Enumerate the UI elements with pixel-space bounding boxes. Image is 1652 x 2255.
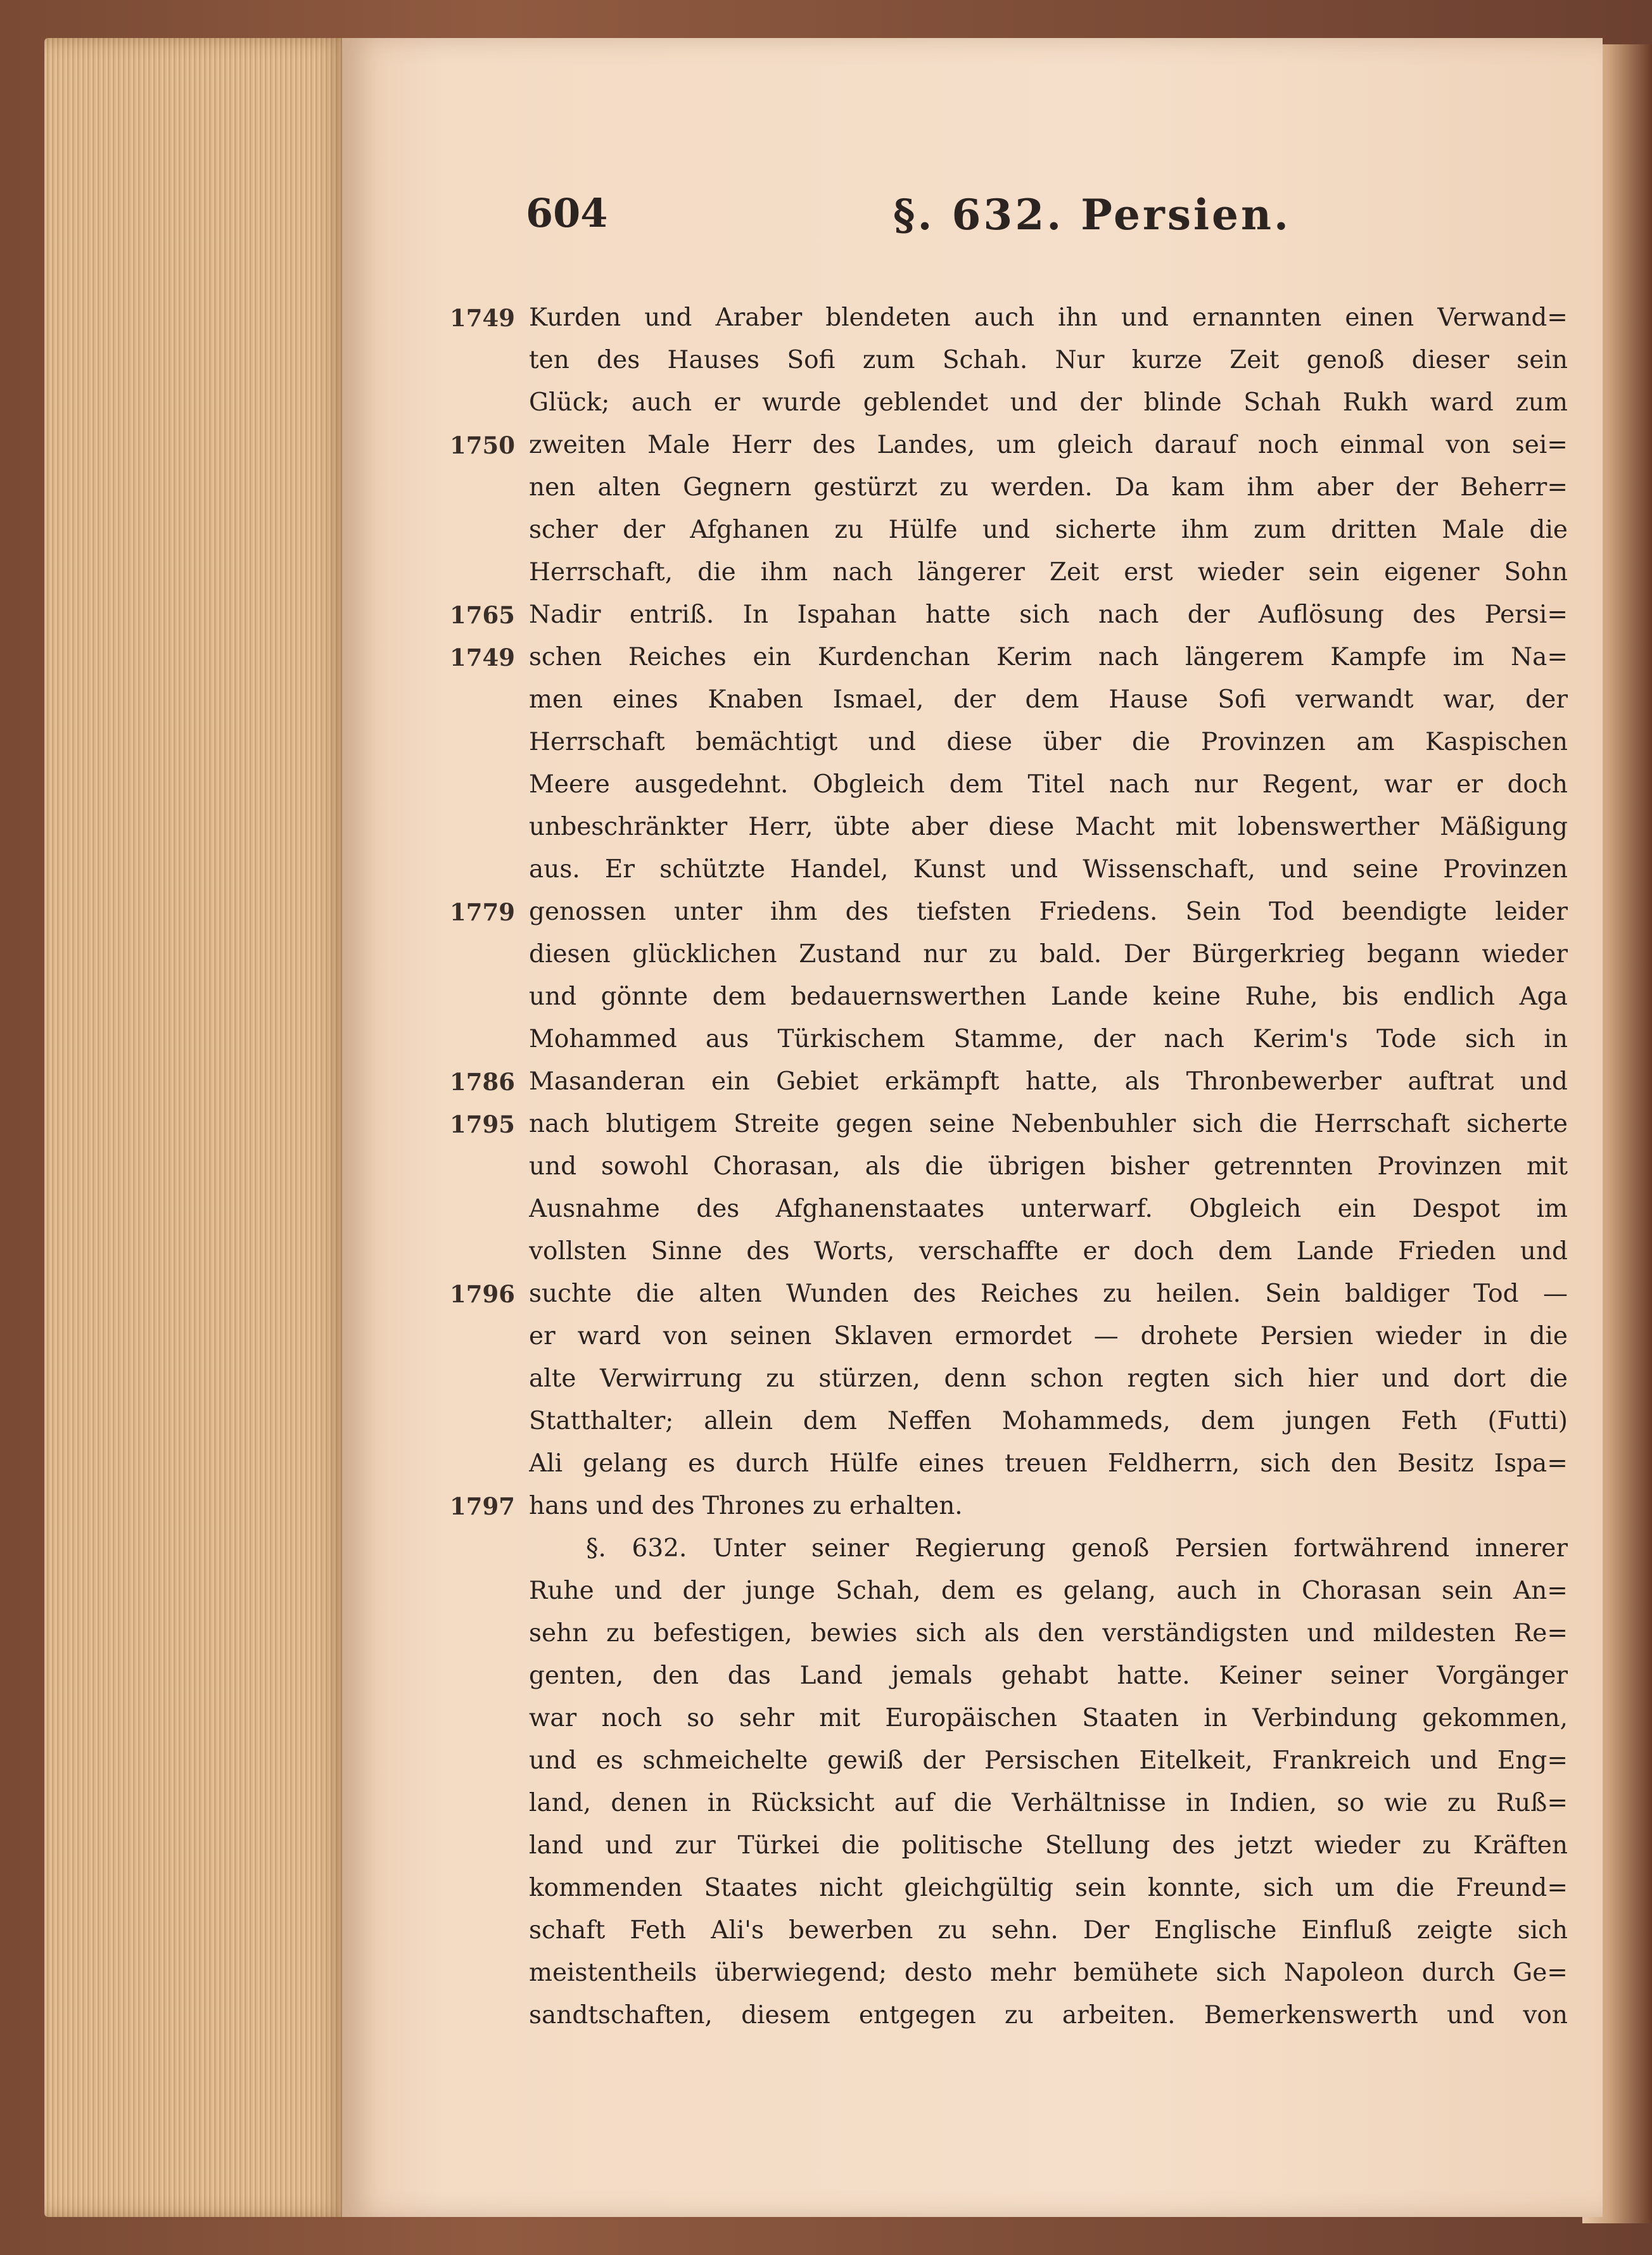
- line-text: diesen glücklichen Zustand nur zu bald. Der Bürgerkrieg begann wieder: [529, 940, 1568, 969]
- text-line: [450, 381, 1652, 424]
- text-line: [450, 551, 1652, 594]
- margin-year: 1749: [450, 643, 515, 671]
- text-line: [450, 1060, 1652, 1103]
- page-number: 604: [526, 190, 608, 236]
- text-line: [450, 1357, 1652, 1400]
- line-text: land und zur Türkei die politische Stellung des jetzt wieder zu Kräften: [529, 1831, 1568, 1860]
- margin-year: 1796: [450, 1280, 515, 1308]
- text-line: [450, 1485, 1652, 1527]
- line-text: alte Verwirrung zu stürzen, denn schon regten sich hier und dort die: [529, 1364, 1568, 1393]
- line-text: ten des Hauses Sofi zum Schah. Nur kurze Zeit genoß dieser sein: [529, 346, 1568, 374]
- line-text: Statthalter; allein dem Neffen Mohammeds, dem jungen Feth (Futti): [529, 1407, 1568, 1435]
- text-line: [450, 1188, 1652, 1230]
- text-line: [450, 1103, 1652, 1145]
- text-line: [450, 296, 1652, 339]
- page-header: [526, 190, 1577, 260]
- line-text: genten, den das Land jemals gehabt hatte. Keiner seiner Vorgänger: [529, 1661, 1568, 1690]
- text-line: [450, 1315, 1652, 1357]
- margin-year: 1786: [450, 1067, 515, 1096]
- line-text: §. 632. Unter seiner Regierung genoß Persien fortwährend innerer: [586, 1534, 1568, 1563]
- text-line: [450, 806, 1652, 848]
- margin-year: 1749: [450, 303, 515, 332]
- text-line: [450, 1739, 1652, 1782]
- text-line: [450, 721, 1652, 763]
- text-line: [450, 1824, 1652, 1867]
- text-line: [450, 933, 1652, 975]
- text-line: [450, 678, 1652, 721]
- line-text: unbeschränkter Herr, übte aber diese Macht mit lobenswerther Mäßigung: [529, 813, 1568, 841]
- text-line: [450, 1230, 1652, 1273]
- line-text: war noch so sehr mit Europäischen Staaten in Verbindung gekommen,: [529, 1704, 1568, 1732]
- line-text: und sowohl Chorasan, als die übrigen bisher getrennten Provinzen mit: [529, 1152, 1568, 1181]
- line-text: schaft Feth Ali's bewerben zu sehn. Der Englische Einfluß zeigte sich: [529, 1916, 1568, 1945]
- text-line: [450, 1442, 1652, 1485]
- running-head: §. 632. Persien.: [893, 190, 1291, 239]
- line-text: aus. Er schützte Handel, Kunst und Wissenschaft, und seine Provinzen: [529, 855, 1568, 884]
- line-text: men eines Knaben Ismael, der dem Hause Sofi verwandt war, der: [529, 685, 1568, 714]
- line-text: Kurden und Araber blendeten auch ihn und ernannten einen Verwand=: [529, 303, 1568, 332]
- text-line: [450, 1527, 1652, 1570]
- line-text: Meere ausgedehnt. Obgleich dem Titel nach nur Regent, war er doch: [529, 770, 1568, 799]
- line-text: und gönnte dem bedauernswerthen Lande keine Ruhe, bis endlich Aga: [529, 982, 1568, 1011]
- line-text: vollsten Sinne des Worts, verschaffte er doch dem Lande Frieden und: [529, 1237, 1568, 1266]
- margin-year: 1750: [450, 431, 515, 459]
- line-text: Ali gelang es durch Hülfe eines treuen Feldherrn, sich den Besitz Ispa=: [529, 1449, 1568, 1478]
- text-line: [450, 1994, 1652, 2036]
- text-line: [450, 594, 1652, 636]
- line-text: scher der Afghanen zu Hülfe und sicherte ihm zum dritten Male die: [529, 516, 1568, 544]
- text-line: [450, 424, 1652, 466]
- line-text: Ruhe und der junge Schah, dem es gelang, auch in Chorasan sein An=: [529, 1577, 1568, 1605]
- line-text: sehn zu befestigen, bewies sich als den verständigsten und mildesten Re=: [529, 1619, 1568, 1648]
- text-line: [450, 1018, 1652, 1060]
- line-text: er ward von seinen Sklaven ermordet — drohete Persien wieder in die: [529, 1322, 1568, 1350]
- text-line: [450, 1400, 1652, 1442]
- margin-year: 1779: [450, 898, 515, 926]
- line-text: nen alten Gegnern gestürzt zu werden. Da kam ihm aber der Beherr=: [529, 473, 1568, 502]
- text-line: [450, 509, 1652, 551]
- line-text: Glück; auch er wurde geblendet und der blinde Schah Rukh ward zum: [529, 388, 1568, 417]
- text-line: [450, 848, 1652, 891]
- text-line: [450, 1782, 1652, 1824]
- margin-year: 1795: [450, 1110, 515, 1138]
- margin-year: 1765: [450, 600, 515, 629]
- line-text: meistentheils überwiegend; desto mehr bemühete sich Napoleon durch Ge=: [529, 1959, 1568, 1987]
- line-text: hans und des Thrones zu erhalten.: [529, 1492, 963, 1520]
- text-line: [450, 1909, 1652, 1952]
- margin-year: 1797: [450, 1492, 515, 1520]
- text-line: [450, 1697, 1652, 1739]
- line-text: suchte die alten Wunden des Reiches zu heilen. Sein baldiger Tod —: [529, 1280, 1568, 1308]
- text-line: [450, 1145, 1652, 1188]
- line-text: Ausnahme des Afghanenstaates unterwarf. Obgleich ein Despot im: [529, 1195, 1568, 1223]
- text-line: [450, 891, 1652, 933]
- line-text: sandtschaften, diesem entgegen zu arbeiten. Bemerkenswerth und von: [529, 2001, 1568, 2030]
- line-text: Mohammed aus Türkischem Stamme, der nach Kerim's Tode sich in: [529, 1025, 1568, 1053]
- line-text: genossen unter ihm des tiefsten Friedens. Sein Tod beendigte leider: [529, 898, 1568, 926]
- line-text: Herrschaft, die ihm nach längerer Zeit erst wieder sein eigener Sohn: [529, 558, 1568, 587]
- text-line: [450, 466, 1652, 509]
- line-text: Masanderan ein Gebiet erkämpft hatte, als Thronbewerber auftrat und: [529, 1067, 1568, 1096]
- line-text: schen Reiches ein Kurdenchan Kerim nach längerem Kampfe im Na=: [529, 643, 1568, 671]
- book-page: [342, 38, 1603, 2217]
- line-text: land, denen in Rücksicht auf die Verhältnisse in Indien, so wie zu Ruß=: [529, 1789, 1568, 1817]
- text-line: [450, 1655, 1652, 1697]
- text-line: [450, 1867, 1652, 1909]
- line-text: Nadir entriß. In Ispahan hatte sich nach der Auflösung des Persi=: [529, 600, 1568, 629]
- text-line: [450, 339, 1652, 381]
- text-line: [450, 1273, 1652, 1315]
- line-text: Herrschaft bemächtigt und diese über die Provinzen am Kaspischen: [529, 728, 1568, 756]
- text-line: [450, 636, 1652, 678]
- line-text: und es schmeichelte gewiß der Persischen Eitelkeit, Frankreich und Eng=: [529, 1746, 1568, 1775]
- line-text: nach blutigem Streite gegen seine Nebenbuhler sich die Herrschaft sicherte: [529, 1110, 1568, 1138]
- line-text: kommenden Staates nicht gleichgültig sein konnte, sich um die Freund=: [529, 1874, 1568, 1902]
- text-line: [450, 1570, 1652, 1612]
- line-text: zweiten Male Herr des Landes, um gleich darauf noch einmal von sei=: [529, 431, 1568, 459]
- text-line: [450, 975, 1652, 1018]
- page-edges: [44, 38, 348, 2217]
- text-line: [450, 1952, 1652, 1994]
- body-text: [450, 296, 1652, 2036]
- text-line: [450, 763, 1652, 806]
- text-line: [450, 1612, 1652, 1655]
